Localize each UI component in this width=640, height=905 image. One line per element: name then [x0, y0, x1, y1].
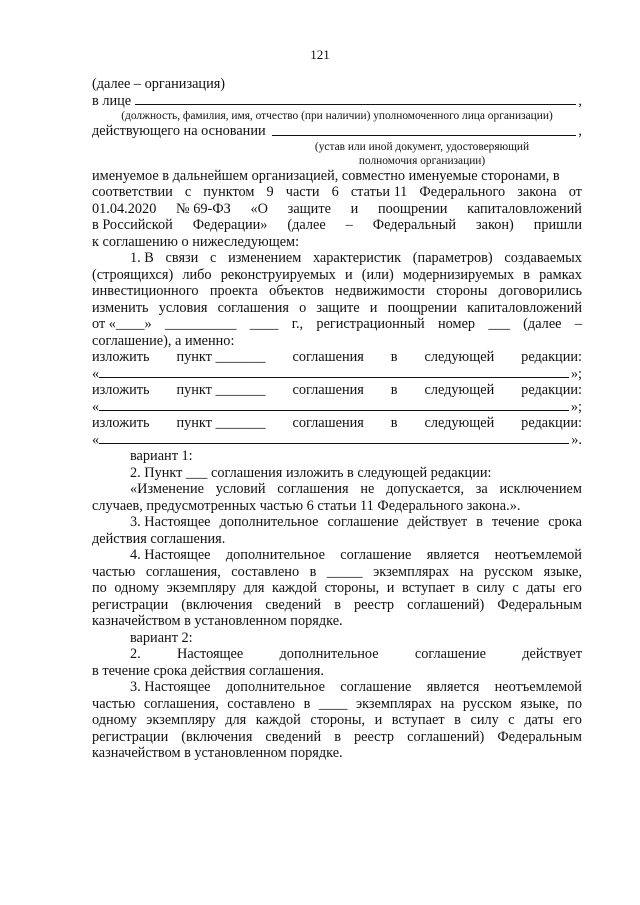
clause1-line-4: изменить условия соглашения о защите и поощрении капиталовложений [92, 299, 582, 316]
clause1-line-1: 1. В связи с изменением характеристик (параметров) создаваемых [130, 250, 582, 266]
variant1-clause-4-line-1: 4. Настоящее дополнительное соглашение является неотъемлемой [130, 547, 582, 563]
preamble-line-4: в Российской Федерации» (далее – Федеральный закон) пришли [92, 217, 582, 233]
basis-line: действующего на основании , [92, 123, 582, 139]
variant2-clause-2-line-2: в течение срока действия соглашения. [92, 662, 324, 679]
edit-row-3: изложить пункт _______ соглашения в следующей редакции: [92, 415, 582, 431]
page-number: 121 [310, 47, 330, 62]
clause1-line-5: от «____» __________ ____ г., регистрационный номер ___ (далее – [92, 316, 582, 332]
edit-text-line-1: « »; [92, 365, 582, 382]
clause1-line-2: (строящихся) либо реконструируемых и (или) модернизируемых в рамках [92, 266, 582, 283]
variant1-clause-4-line-5: казначейством в установленном порядке. [92, 613, 343, 629]
variant2-clause-3-line-2: частью соглашения, составлено в ____ экземплярах на русском языке, по [92, 695, 582, 712]
variant1-quote-line-2: случаев, предусмотренных частью 6 статьи 11 Федерального закона.». [92, 497, 521, 514]
edit-row-2: изложить пункт _______ соглашения в следующей редакции: [92, 382, 582, 398]
basis-note-2: полномочия организации) [358, 154, 486, 167]
representative-note: (должность, фамилия, имя, отчество (при наличии) уполномоченного лица организации) [121, 110, 553, 122]
preamble-line-2: соответствии с пунктом 9 части 6 статьи 11 Федерального закона от [92, 184, 582, 200]
variant1-clause-4-line-4: регистрации (включения сведений в реестр соглашений) Федеральным [92, 596, 582, 613]
variant2-clause-3-line-5: казначейством в установленном порядке. [92, 745, 343, 761]
variant1-clause-4-line-3: по одному экземпляру для каждой стороны, и вступает в силу с даты его [92, 580, 582, 596]
preamble-line-3: 01.04.2020 № 69-ФЗ «О защите и поощрении капиталовложений [92, 200, 582, 217]
representative-line: в лице , [92, 92, 582, 109]
variant2-clause-2-line-1: 2. Настоящее дополнительное соглашение действует [130, 646, 582, 662]
preamble-line-1: именуемое в дальнейшем организацией, совместно именуемые сторонами, в [92, 167, 560, 184]
edit-text-line-3: « ». [92, 431, 582, 448]
clause1-line-6: соглашение), а именно: [92, 332, 235, 349]
org-abbrev-line: (далее – организация) [92, 76, 226, 92]
variant-1-label: вариант 1: [130, 448, 193, 464]
variant1-clause-3-line-1: 3. Настоящее дополнительное соглашение действует в течение срока [130, 514, 582, 530]
variant1-clause-4-line-2: частью соглашения, составлено в _____ экземплярах на русском языке, [92, 563, 582, 580]
document-body [92, 76, 582, 762]
variant1-clause-3-line-2: действия соглашения. [92, 530, 226, 547]
basis-note-1: (устав или иной документ, удостоверяющий [314, 140, 530, 153]
edit-row-1: изложить пункт _______ соглашения в следующей редакции: [92, 349, 582, 365]
preamble-line-5: к соглашению о нижеследующем: [92, 233, 300, 250]
variant1-clause-2: 2. Пункт ___ соглашения изложить в следующей редакции: [130, 464, 492, 481]
variant2-clause-3-line-1: 3. Настоящее дополнительное соглашение является неотъемлемой [130, 679, 582, 695]
edit-text-line-2: « »; [92, 398, 582, 415]
variant2-clause-3-line-3: одному экземпляру для каждой стороны, и вступает в силу с даты его [92, 712, 582, 728]
clause1-line-3: инвестиционного проекта объектов недвижимости стороны договорились [92, 283, 582, 299]
variant1-quote-line-1: «Изменение условий соглашения не допускается, за исключением [130, 481, 582, 497]
variant-2-label: вариант 2: [130, 629, 193, 646]
variant2-clause-3-line-4: регистрации (включения сведений в реестр соглашений) Федеральным [92, 728, 582, 745]
